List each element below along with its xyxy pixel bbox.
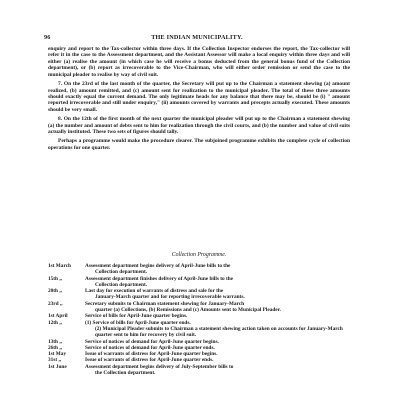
- schedule-line: January-March quarter and for reporting irrecoverable warrants.: [95, 294, 245, 301]
- schedule-line: Service of bills for April-June quarter begins.: [85, 313, 188, 320]
- schedule-line: Collection department.: [95, 281, 148, 288]
- paragraph: 8. On the 12th of the first month of the next quarter the municipal pleader will put up to the Chairman a statement shewing (a) the number and amount of debts sent to him for realization through the civil courts, and (b) the number and value of civil suits actually instituted. These two sets of figures should tally.: [48, 116, 350, 136]
- running-title: THE INDIAN MUNICIPALITY.: [151, 34, 243, 41]
- schedule-description: [85, 301, 350, 314]
- schedule-line: Service of notices of demand for April-June quarter ends.: [85, 344, 215, 351]
- schedule-line: Last day for execution of warrants of distress and sale for the: [85, 288, 224, 295]
- schedule-row: [48, 276, 350, 289]
- schedule-row: [48, 364, 350, 377]
- programme-heading: Collection Programme.: [171, 252, 227, 258]
- schedule-row: [48, 301, 350, 314]
- schedule-line: (2) Municipal Pleader submits to Chairman a statement shewing action taken on accounts for January-March quarter sent to him for recovery by civil suit.: [95, 325, 343, 339]
- schedule-line: Collection department.: [95, 269, 148, 276]
- schedule-date: 13th ,,: [48, 338, 62, 345]
- schedule-description: [85, 288, 350, 301]
- schedule-line: Assessment department finishes delivery of April-June bills to the: [85, 275, 234, 282]
- schedule-line: Assessment department begins delivery of April-June bills to the: [85, 263, 231, 269]
- schedule-date: 1st April: [48, 313, 68, 320]
- schedule-line: the Collection department.: [95, 370, 156, 377]
- page-number: 96: [44, 34, 51, 41]
- schedule-line: Issue of warrants of distress for April-June quarter ends.: [85, 357, 214, 364]
- schedule-date: 20th ,,: [48, 288, 62, 295]
- schedule-line: quarter (a) Collections, (b) Remissions and (c) Amounts sent to Municipal Pleader.: [95, 307, 281, 314]
- schedule-date: 23rd ,,: [48, 300, 63, 307]
- schedule-date: 1st May: [48, 351, 67, 358]
- schedule-date: 12th ,,: [48, 319, 62, 326]
- schedule-date: 1st March: [48, 263, 71, 269]
- schedule-description: [85, 320, 350, 339]
- schedule-date: 15th ,,: [48, 275, 62, 282]
- schedule-line: Secretary submits to Chairman statement shewing for January-March: [85, 300, 245, 307]
- schedule-description: [85, 263, 350, 276]
- paragraph: 7. On the 23rd of the last month of the quarter, the Secretary will put up to the Chairman a statement shewing (a) amount realized, (b) amount remitted, and (c) amount sent for realization to the municipal pleader. The total of these three amounts should exactly equal the current demand. The only legitimate heads for any balance that there may be, should be (i) " amount reported irrecoverable and still under enquiry," (ii) amounts covered by warrants and precepts actually executed. These amounts should be very small.: [48, 81, 350, 113]
- schedule-date: 26th ,,: [48, 344, 62, 351]
- schedule-row: [48, 320, 350, 339]
- schedule-row: [48, 263, 350, 276]
- schedule-date: 31st ,,: [48, 357, 62, 364]
- schedule-line: (1) Service of bills for April-June quarter ends.: [85, 319, 191, 326]
- schedule-line: Issue of warrants of distress for April-June quarter begins.: [85, 351, 218, 358]
- schedule-description: [85, 276, 350, 289]
- paragraph: enquiry and report to the Tax-collector within three days. If the Collection Inspector endorses the report, the Tax-collector will refer it in the case to the Assessment department, and the Assistant Assessor will make a local enquiry within three days and will either (a) realise the amount (in which case he will receive a bonus deducted from the general bonus fund of the Collection department), or (b) report as irrecoverable to the Vice-Chairman, who will either order remission or send the case to the municipal pleader to realise by way of civil suit.: [48, 46, 350, 78]
- page-header: [44, 34, 350, 44]
- schedule-row: [48, 288, 350, 301]
- paragraph: Perhaps a programme would make the procedure clearer. The subjoined programme exhibits the complete cycle of collection operations for one quarter.: [48, 138, 350, 151]
- schedule-date: 1st June: [48, 363, 67, 370]
- schedule-line: Service of notices of demand for April-June quarter begins.: [85, 338, 219, 345]
- programme-schedule: [48, 263, 350, 376]
- body-text: [48, 46, 350, 151]
- schedule-line: Assessment department begins delivery of July-September bills to: [85, 363, 234, 370]
- schedule-description: [85, 364, 350, 377]
